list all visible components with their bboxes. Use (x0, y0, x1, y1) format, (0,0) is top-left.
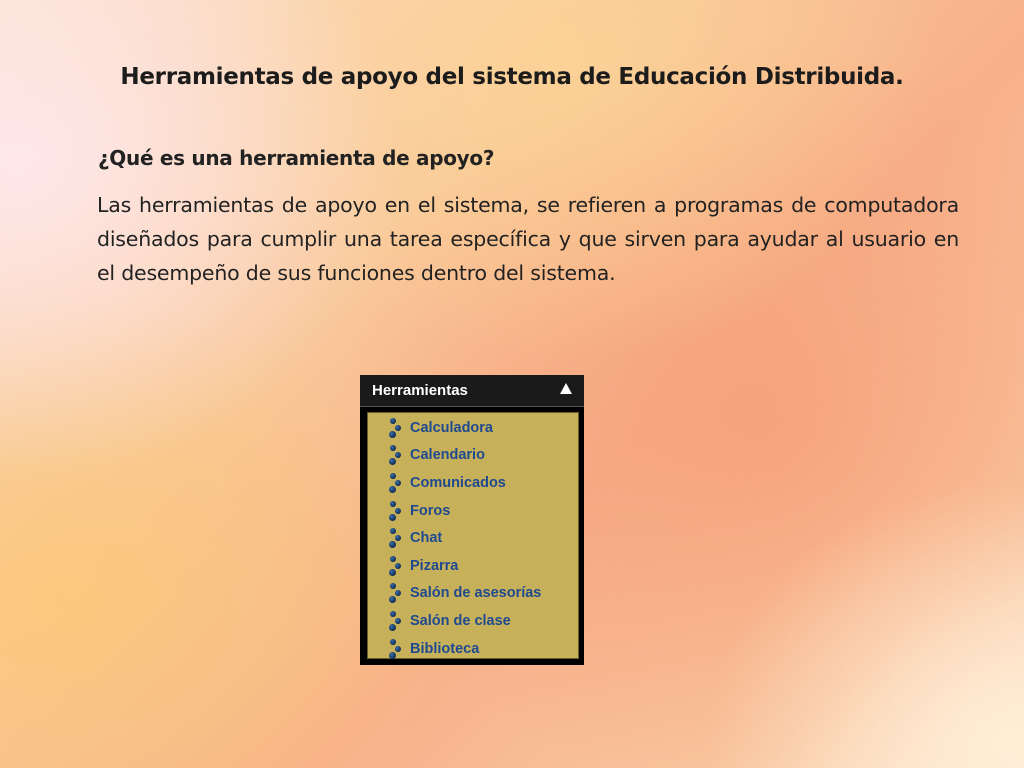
tool-item-label[interactable]: Foros (410, 502, 451, 519)
tool-item-salon-asesorias[interactable] (388, 580, 541, 608)
tools-panel (360, 375, 584, 665)
tool-item-label[interactable]: Biblioteca (410, 640, 480, 657)
tool-item-foros[interactable] (388, 497, 541, 525)
tool-item-calendario[interactable] (388, 442, 541, 470)
blue-dots-icon (388, 555, 402, 577)
tool-item-pizarra[interactable] (388, 552, 541, 580)
blue-dots-icon (388, 582, 402, 604)
slide-body-text: Las herramientas de apoyo en el sistema, se refieren a programas de computadora diseñados para cumplir una tarea específica y que sirven para ayudar al usuario en el desempeño de sus funciones dentro del sistema. (97, 193, 959, 285)
tool-item-label[interactable]: Calendario (410, 447, 485, 464)
tools-panel-header[interactable] (360, 375, 584, 407)
tools-list (388, 414, 541, 662)
tool-item-label[interactable]: Pizarra (410, 557, 459, 574)
tool-item-comunicados[interactable] (388, 469, 541, 497)
triangle-up-icon[interactable] (560, 383, 572, 394)
slide-title: Herramientas de apoyo del sistema de Educación Distribuida. (120, 64, 904, 90)
tool-item-label[interactable]: Salón de asesorías (410, 585, 542, 602)
tool-item-label[interactable]: Comunicados (410, 474, 506, 491)
tool-item-biblioteca[interactable] (388, 635, 541, 663)
tools-panel-body (367, 412, 579, 659)
tool-item-label[interactable]: Chat (410, 530, 443, 547)
blue-dots-icon (388, 444, 402, 466)
tool-item-salon-clase[interactable] (388, 607, 541, 635)
blue-dots-icon (388, 527, 402, 549)
slide-subtitle: ¿Qué es una herramienta de apoyo? (98, 146, 495, 170)
tool-item-label[interactable]: Salón de clase (410, 612, 511, 629)
blue-dots-icon (388, 417, 402, 439)
tool-item-chat[interactable] (388, 524, 541, 552)
blue-dots-icon (388, 638, 402, 660)
tool-item-calculadora[interactable] (388, 414, 541, 442)
blue-dots-icon (388, 500, 402, 522)
tools-panel-title: Herramientas (372, 382, 468, 399)
tool-item-label[interactable]: Calculadora (410, 419, 493, 436)
blue-dots-icon (388, 472, 402, 494)
blue-dots-icon (388, 610, 402, 632)
